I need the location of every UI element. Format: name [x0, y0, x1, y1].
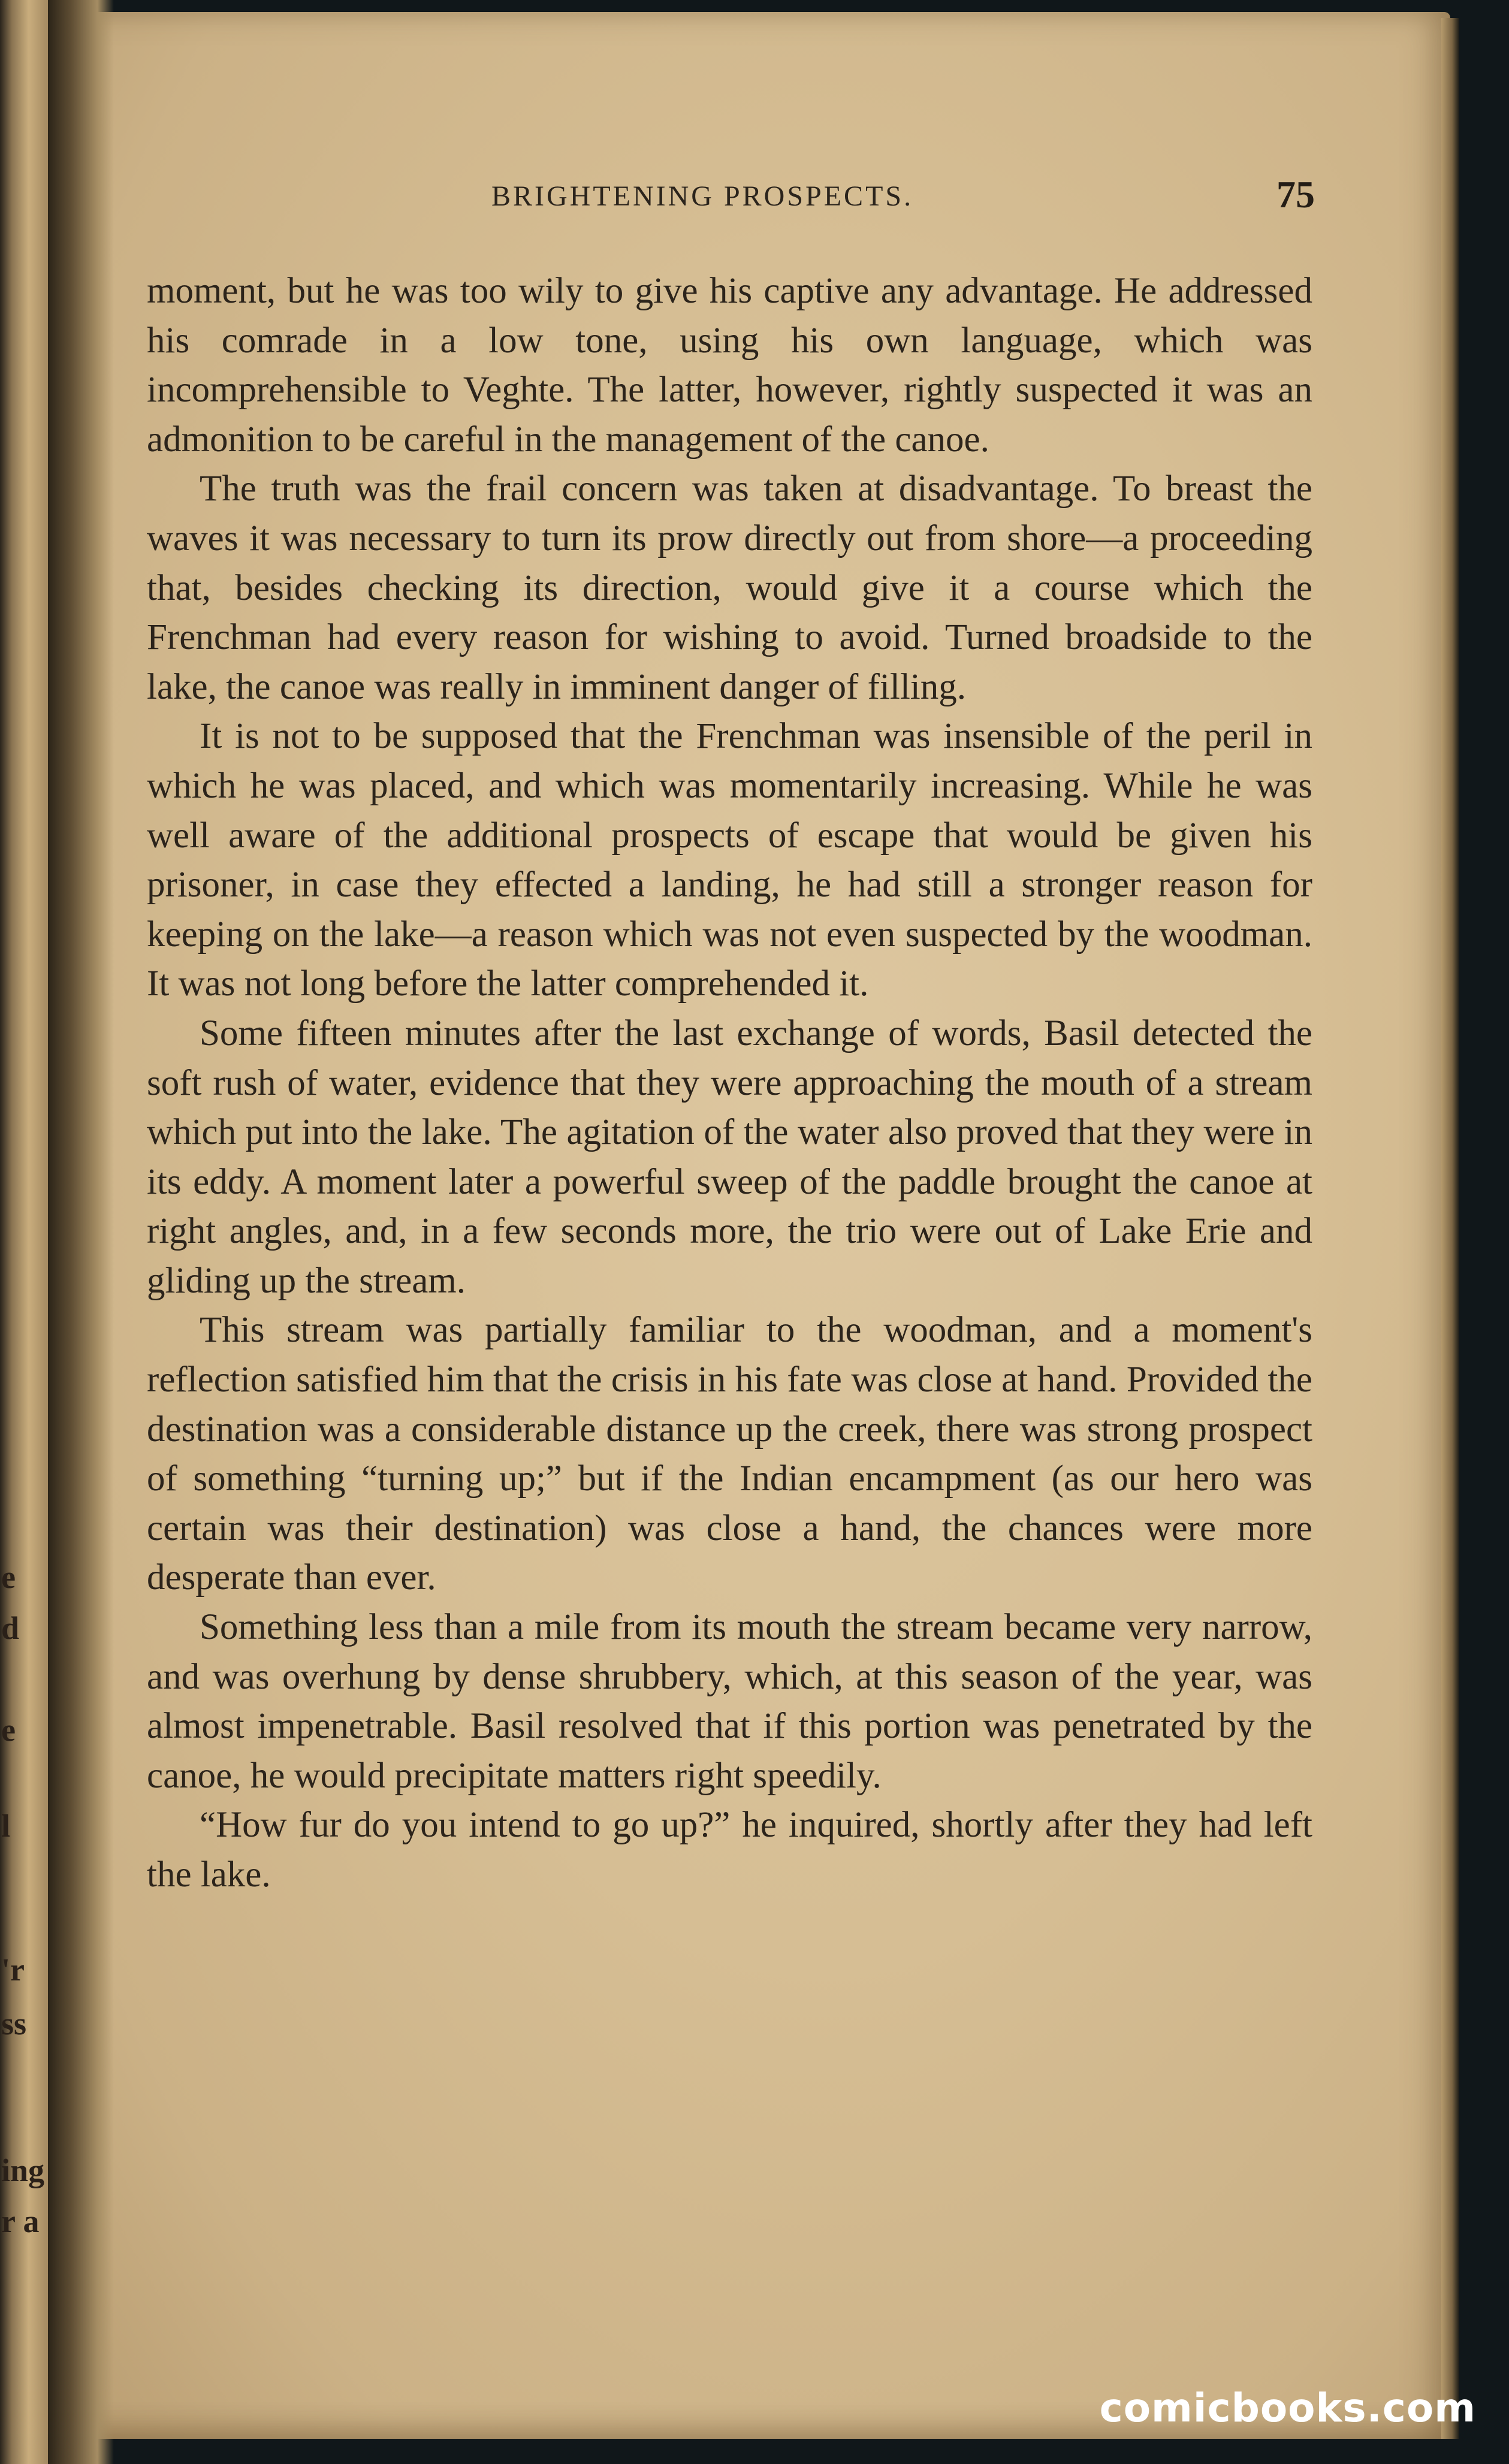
facing-page-fragment: l [1, 1808, 11, 1844]
running-head: BRIGHTENING PROSPECTS. [491, 180, 914, 212]
facing-page-fragment: ing [1, 2152, 45, 2188]
book-gutter-shadow [48, 0, 114, 2464]
paragraph: Something less than a mile from its mouth the stream became very narrow, and was overhung by dense shrubbery, which, at this season of the year, was almost impenetrable. Basil resolved that if this portion was penetrated by the canoe, he would precipitate matters right speedily. [147, 1607, 1312, 1796]
page-edge [1441, 18, 1459, 2439]
paragraph: This stream was partially familiar to the woodman, and a moment's reflection satisfied him that the crisis in his fate was close at hand. Provided the destination was a considerable distance up the creek, there was strong prospect of something “turning up;” but if the Indian encampment (as our hero was certain was their destination) was close a hand, the chances were more desperate than ever. [147, 1310, 1312, 1598]
paragraph: Some fifteen minutes after the last exchange of words, Basil detected the soft rush of water, evidence that they were approaching the mouth of a stream which put into the lake. The agitation of the water also proved that they were in its eddy. A moment later a powerful sweep of the paddle brought the canoe at right angles, and, in a few seconds more, the trio were out of Lake Erie and gliding up the stream. [147, 1013, 1312, 1301]
paragraph: moment, but he was too wily to give his captive any advantage. He addressed his comrade in a low tone, using his own language, which was incomprehensible to Veghte. The latter, however, rightly suspected it was an admonition to be careful in the management of the canoe. [147, 271, 1312, 460]
facing-page-fragment: e [1, 1712, 16, 1748]
page-number: 75 [1276, 173, 1315, 216]
facing-page-fragment: d [1, 1610, 20, 1646]
paragraph: “How fur do you intend to go up?” he inquired, shortly after they had left the lake. [147, 1805, 1312, 1895]
paragraph: It is not to be supposed that the Frenchman was insensible of the peril in which he was placed, and which was momentarily increasing. While he was well aware of the additional prospects of escape that would be given his prisoner, in case they effected a landing, he had still a stronger reason for keeping on the lake—a reason which was not even suspected by the woodman. It was not long before the latter comprehended it. [147, 716, 1312, 1004]
facing-page-fragment: 'r [1, 1952, 25, 1988]
facing-page-fragment: r a [1, 2203, 40, 2239]
body-text [147, 267, 1312, 1900]
facing-page-fragment: e [1, 1559, 16, 1595]
watermark: comicbooks.com [1099, 2385, 1476, 2431]
facing-page-edge [0, 0, 48, 2464]
facing-page-fragment: ss [1, 2006, 27, 2042]
paragraph: The truth was the frail concern was taken at disadvantage. To breast the waves it was necessary to turn its prow directly out from shore—a proceeding that, besides checking its direction, would give it a course which the Frenchman had every reason for wishing to avoid. Turned broadside to the lake, the canoe was really in imminent danger of filling. [147, 469, 1312, 707]
